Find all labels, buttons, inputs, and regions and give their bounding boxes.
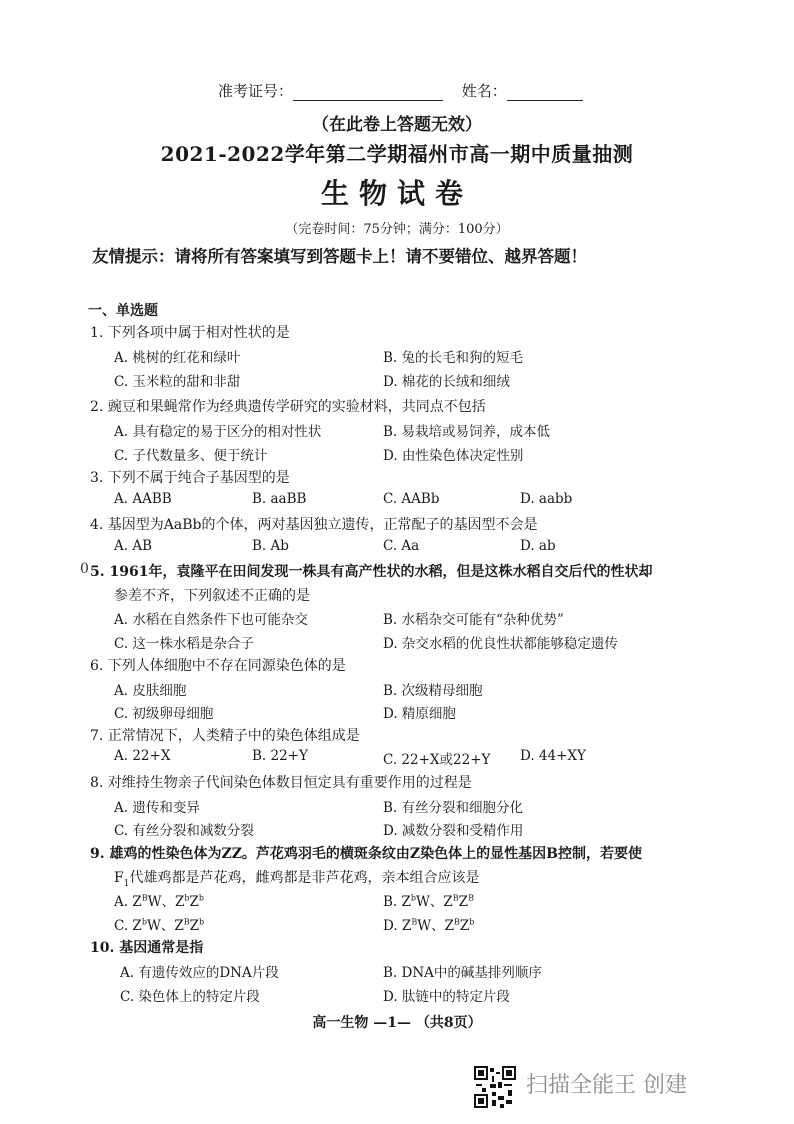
friendly-tip: 友情提示：请将所有答案填写到答题卡上！请不要错位、越界答题！	[92, 247, 587, 266]
q10-option-a: A. 有遗传效应的DNA片段	[120, 965, 279, 981]
question-5-stem-cont: 参差不齐，下列叙述不正确的是	[114, 588, 310, 604]
section-title: 一、单选题	[88, 303, 158, 319]
qr-code-icon	[474, 1066, 516, 1108]
q10-option-d: D. 肽链中的特定片段	[383, 989, 510, 1005]
q5-option-a: A. 水稻在自然条件下也可能杂交	[114, 612, 308, 628]
q9-stem-rest: 代雄鸡都是芦花鸡，雌鸡都是非芦花鸡，亲本组合应该是	[129, 870, 480, 886]
q8-option-c: C. 有丝分裂和减数分裂	[114, 823, 254, 839]
q1-option-b: B. 兔的长毛和狗的短毛	[383, 350, 524, 366]
question-6-stem: 6. 下列人体细胞中不存在同源染色体的是	[90, 658, 346, 674]
q3-option-b: B. aaBB	[252, 491, 307, 507]
question-10-stem: 10. 基因通常是指	[90, 940, 204, 956]
q4-option-d: D. ab	[520, 538, 556, 554]
scanner-watermark: 扫描全能王 创建	[526, 1073, 687, 1098]
q2-option-c: C. 子代数量多、便于统计	[114, 448, 268, 464]
q9-option-b: B. $Z^bW$、$Z^BZ^B$	[383, 893, 474, 910]
question-1-stem: 1. 下列各项中属于相对性状的是	[90, 325, 290, 341]
exam-id-label: 准考证号：	[218, 82, 294, 100]
q4-option-b: B. Ab	[252, 538, 289, 554]
q1-option-c: C. 玉米粒的甜和非甜	[114, 374, 241, 390]
question-3-stem: 3. 下列不属于纯合子基因型的是	[90, 470, 290, 486]
q3-option-a: A. AABB	[114, 491, 172, 507]
question-9-stem: 9. 雄鸡的性染色体为ZZ。芦花鸡羽毛的横斑条纹由Z染色体上的显性基因B控制，若要使	[90, 846, 642, 862]
q1-option-d: D. 棉花的长绒和细绒	[383, 374, 510, 390]
q6-option-a: A. 皮肤细胞	[114, 683, 187, 699]
q5-option-d: D. 杂交水稻的优良性状都能够稳定遗传	[383, 636, 618, 652]
q10-option-c: C. 染色体上的特定片段	[120, 989, 260, 1005]
q8-option-d: D. 减数分裂和受精作用	[383, 823, 524, 839]
time-score: （完卷时间：75分钟；满分：100分）	[285, 222, 509, 237]
q2-option-a: A. 具有稳定的易于区分的相对性状	[114, 424, 322, 440]
q3-option-c: C. AABb	[383, 491, 440, 507]
question-8-stem: 8. 对维持生物亲子代间染色体数目恒定具有重要作用的过程是	[90, 775, 472, 791]
question-7-stem: 7. 正常情况下，人类精子中的染色体组成是	[90, 728, 360, 744]
q6-option-d: D. 精原细胞	[383, 706, 456, 722]
q7-option-b: B. 22+Y	[252, 748, 308, 764]
q4-option-a: A. AB	[114, 538, 153, 554]
name-blank	[507, 86, 583, 101]
exam-title: 2021-2022学年第二学期福州市高一期中质量抽测	[160, 142, 634, 166]
q7-option-c: C. 22+X或22+Y	[383, 752, 491, 768]
q5-option-b: B. 水稻杂交可能有“杂种优势”	[383, 612, 564, 628]
q9-f-sub: 1	[123, 878, 130, 889]
question-4-stem: 4. 基因型为AaBb的个体，两对基因独立遗传，正常配子的基因型不会是	[90, 517, 538, 533]
q5-option-c: C. 这一株水稻是杂合子	[114, 636, 254, 652]
question-9-stem-cont	[114, 867, 479, 889]
q8-option-b: B. 有丝分裂和细胞分化	[383, 800, 524, 816]
q9-option-a: A. $Z^BW$、$Z^bZ^b$	[114, 893, 205, 910]
q6-option-b: B. 次级精母细胞	[383, 683, 483, 699]
question-5-stem: 5. 1961年，袁隆平在田间发现一株具有高产性状的水稻，但是这株水稻自交后代的性状却	[90, 564, 653, 580]
margin-mark: 0	[80, 561, 89, 577]
q4-option-c: C. Aa	[383, 538, 420, 554]
q1-option-a: A. 桃树的红花和绿叶	[114, 350, 241, 366]
q7-option-a: A. 22+X	[114, 748, 171, 764]
subject-title: 生物试卷	[320, 177, 473, 210]
q9-f-label: F	[114, 870, 124, 886]
q7-option-d: D. 44+XY	[520, 748, 586, 764]
q8-option-a: A. 遗传和变异	[114, 800, 200, 816]
invalid-notice: （在此卷上答题无效）	[312, 115, 482, 135]
q9-option-d: D. $Z^BW$、$Z^BZ^b$	[383, 917, 475, 934]
name-label: 姓名：	[461, 82, 507, 100]
q6-option-c: C. 初级卵母细胞	[114, 706, 214, 722]
q10-option-b: B. DNA中的碱基排列顺序	[383, 965, 542, 981]
page-footer: 高一生物 —1— （共8页）	[312, 1015, 482, 1031]
exam-id-blank	[293, 86, 443, 101]
q2-option-d: D. 由性染色体决定性别	[383, 448, 524, 464]
q2-option-b: B. 易栽培或易饲养，成本低	[383, 424, 551, 440]
question-2-stem: 2. 豌豆和果蝇常作为经典遗传学研究的实验材料，共同点不包括	[90, 399, 486, 415]
q9-option-c: C. $Z^bW$、$Z^BZ^b$	[114, 917, 205, 934]
q3-option-d: D. aabb	[520, 491, 573, 507]
exam-id-line	[218, 80, 583, 101]
